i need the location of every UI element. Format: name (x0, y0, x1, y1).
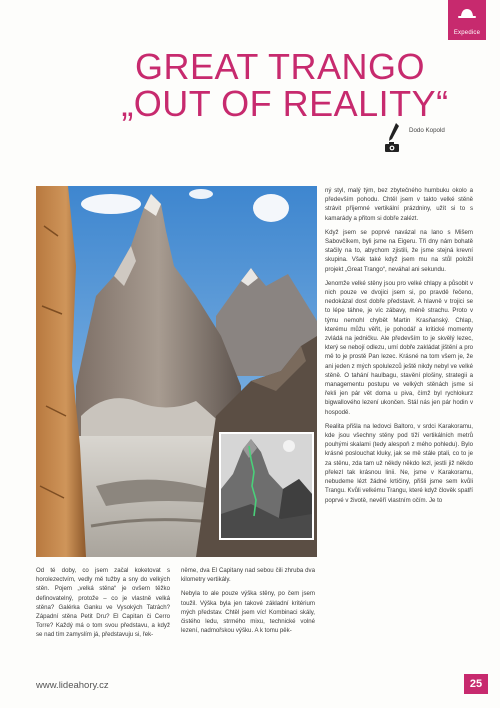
author-name: Dodo Kopold (409, 127, 445, 134)
camera-icon (385, 142, 399, 152)
mountain-photo (36, 186, 317, 557)
footer-url: www.lideahory.cz (36, 680, 109, 691)
section-tab (448, 0, 486, 40)
author-credit (385, 123, 475, 153)
paragraph: Když jsem se poprvé navázal na lano s Mišem Sabovčíkem, byli jsme na Eigeru. Tři dny nám bohatě stačily na to, abychom zjistili, že jsme stejná krevní skupina. Však také když jsem mu na stůl položil projekt „Great Trango“, neváhal ani sekundu. (325, 228, 473, 273)
paragraph: Jenomže velké stěny jsou pro velké chlapy a působit v nich pouze ve dvojici jsem si, po pravdě řečeno, nedokázal dost dobře představit. A hlavně v trojici se to lépe táhne, je víc zábavy, méně strachu. Proto v týmu nemohl chybět Martin Krasňanský. Chlap, kterému můžu věřit, je pohodář a kritické momenty zvládá na jedničku. Ale především to je skvělý lezec, který se nebojí odlezu, umí dobře zakládat jištění a pro mě to je prostě Pan lezec. Krásné na tom všem je, že ani jeden z mých spolulezců ještě nikdy nebyl ve velké stěně. O tahání haulbagu, stavění plošiny, strategii a managementu postupu ve velkých stěnách jsme si řekli jen pár vět doma u piva, čímž byl rychlokurz bigwallového lezení ukončen. Stál nás jen pár hodin v hospodě. (325, 279, 473, 416)
paragraph: Od té doby, co jsem začal koketovat s horolezectvím, vedly mě tužby a sny do velkých stěn. Pojem „velká stěna“ je ovšem těžko definovatelný, protože – co je vlastně velká stěna? Galérka Ganku ve Vysokých Tatrách? Západní stěna Petit Dru? El Capitan či Cerro Torre? Každý má o tom svou představu, a když se nad tím zamyslím já, představuju si, řek- (36, 567, 170, 639)
title-line-2: „OUT OF REALITY“ (121, 83, 449, 124)
paragraph: ný styl, malý tým, bez zbytečného humbuku okolo a především pohodu. Chtěl jsem v takto velké stěně strávit příjemné vertikální prázdniny, užít si to s kamarády a přitom si dobře zalézt. (325, 187, 473, 222)
title-line-1: GREAT TRANGO (134, 46, 426, 87)
section-label: Expedice (453, 30, 481, 36)
paragraph: Realita přišla na ledovci Baltoro, v srdci Karakoramu, kde jsou všechny stěny pod tíží vertikálních metrů pouhými skalami (tedy alespoň z mého pohledu). Bylo krásné poslouchat kluky, jak se mě stále ptali, co to je za stěnu, zda tam už někdy někdo lezl, jestli již někdo přelezl tak krásnou linii. Ne, jsme v Karakoramu, nebudeme lézt žádné krtičiny, přišli jsme sem kvůli Trangu. Kvůli velkému Trangu, které když člověk spatří poprvé v životě, nevěří vlastním očím. Je to (325, 422, 473, 504)
text-column-bottom-middle (181, 566, 315, 640)
paragraph: něme, dva El Capitany nad sebou čili zhruba dva kilometry vertikály. (181, 567, 315, 584)
article-title (90, 48, 470, 122)
route-inset-photo (219, 432, 314, 540)
paragraph: Nebyla to ale pouze výška stěny, po čem jsem toužil. Výška byla jen takové základní kritérium mých představ. Chtěl jsem víc! Kombinaci skály, čistého ledu, strmého mixu, technické volné lezení, nadmořskou výšku. A k tomu pěk- (181, 590, 315, 635)
hat-icon (457, 7, 477, 19)
text-column-right (325, 186, 473, 510)
pen-icon (389, 123, 399, 141)
page-number: 25 (464, 674, 488, 694)
text-column-bottom-left (36, 566, 170, 645)
